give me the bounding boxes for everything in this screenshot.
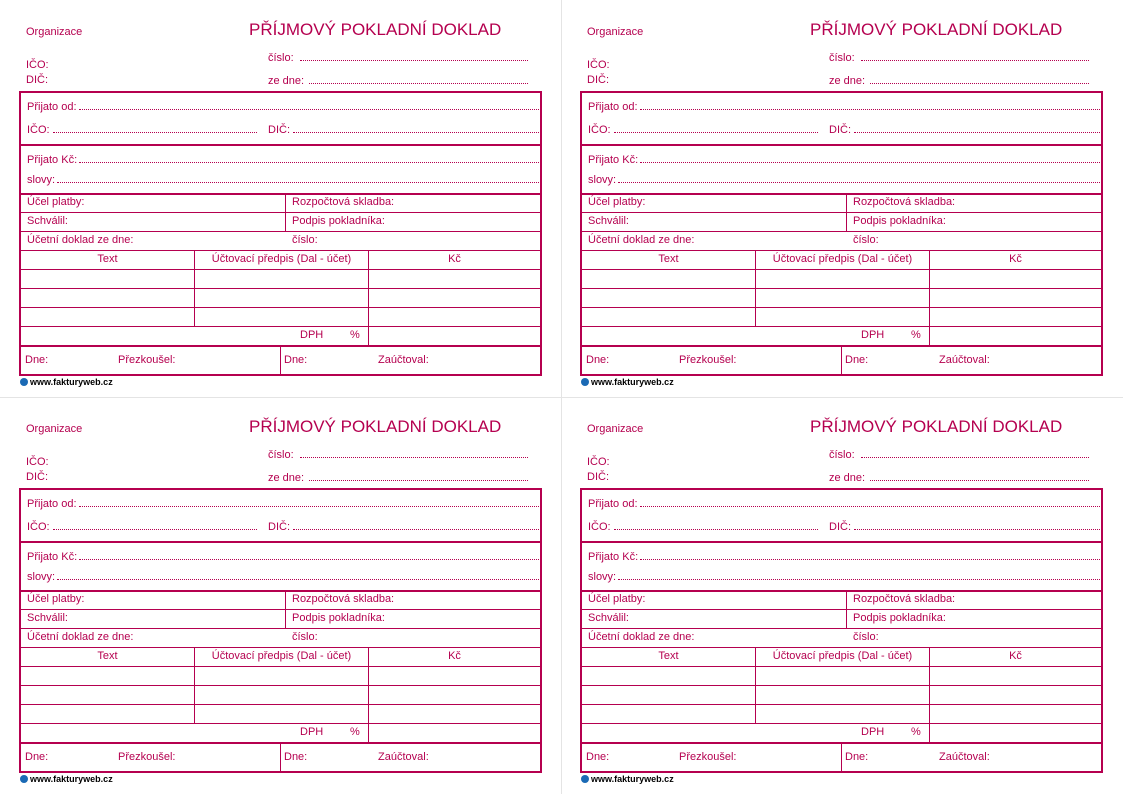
footer-link[interactable] <box>20 377 113 387</box>
organization-label: Organizace <box>587 26 644 38</box>
table-row <box>582 704 1101 705</box>
globe-icon <box>20 378 28 386</box>
amount-in-words-label: slovy: <box>27 571 56 583</box>
amount-in-words-field[interactable] <box>618 181 1100 183</box>
table-row <box>21 723 540 724</box>
column-header-text: Text <box>658 650 679 662</box>
payment-purpose-label: Účel platby: <box>27 196 85 208</box>
posted-by-label: Zaúčtoval: <box>939 751 990 763</box>
column-header-text: Text <box>97 650 118 662</box>
column-header-posting: Účtovací předpis (Dal - účet) <box>772 650 913 662</box>
accounting-document-number-label: číslo: <box>853 234 879 246</box>
budget-structure-label: Rozpočtová skladba: <box>292 196 395 208</box>
table-row <box>582 307 1101 308</box>
table-row <box>21 326 540 327</box>
posted-by-label: Zaúčtoval: <box>939 354 990 366</box>
vat-percent-label: % <box>350 726 360 738</box>
form-title: PŘÍJMOVÝ POKLADNÍ DOKLAD <box>249 20 502 39</box>
cashier-signature-label: Podpis pokladníka: <box>853 612 946 624</box>
payer-ico-label: IČO: <box>588 124 611 136</box>
table-row <box>582 666 1101 667</box>
document-number-label: číslo: <box>829 52 855 64</box>
footer-link-text: www.fakturyweb.cz <box>591 377 674 387</box>
vat-percent-label: % <box>911 726 921 738</box>
posted-by-label: Zaúčtoval: <box>378 354 429 366</box>
column-header-amount: Kč <box>1009 253 1022 265</box>
approved-by-label: Schválil: <box>588 215 629 227</box>
received-from-label: Přijato od: <box>588 498 638 510</box>
posted-date-label: Dne: <box>845 354 869 366</box>
amount-in-words-label: slovy: <box>27 174 56 186</box>
cashier-signature-label: Podpis pokladníka: <box>292 215 385 227</box>
checked-date-label: Dne: <box>586 751 610 763</box>
payer-ico-label: IČO: <box>588 521 611 533</box>
org-ico-label: IČO: <box>26 456 49 468</box>
globe-icon <box>581 775 589 783</box>
document-number-field[interactable] <box>861 59 1089 61</box>
received-amount-field[interactable] <box>640 558 1100 560</box>
received-amount-label: Přijato Kč: <box>588 551 639 563</box>
posted-date-label: Dne: <box>284 354 308 366</box>
table-row <box>21 307 540 308</box>
document-date-field[interactable] <box>309 479 528 481</box>
budget-structure-label: Rozpočtová skladba: <box>853 593 956 605</box>
approved-by-label: Schválil: <box>27 215 68 227</box>
budget-structure-label: Rozpočtová skladba: <box>292 593 395 605</box>
form-title: PŘÍJMOVÝ POKLADNÍ DOKLAD <box>810 417 1063 436</box>
checked-by-label: Přezkoušel: <box>118 751 176 763</box>
document-date-label: ze dne: <box>829 472 866 484</box>
org-ico-label: IČO: <box>587 456 610 468</box>
received-amount-label: Přijato Kč: <box>27 154 78 166</box>
receipt-form <box>0 397 562 794</box>
document-number-label: číslo: <box>268 449 294 461</box>
footer-link-text: www.fakturyweb.cz <box>30 377 113 387</box>
received-from-label: Přijato od: <box>27 101 77 113</box>
checked-date-label: Dne: <box>586 354 610 366</box>
org-ico-label: IČO: <box>587 59 610 71</box>
column-header-amount: Kč <box>448 650 461 662</box>
amount-in-words-label: slovy: <box>588 174 617 186</box>
document-date-field[interactable] <box>870 82 1089 84</box>
document-number-field[interactable] <box>300 456 528 458</box>
received-amount-field[interactable] <box>640 161 1100 163</box>
table-row <box>21 269 540 270</box>
footer-link[interactable] <box>581 774 674 784</box>
document-number-label: číslo: <box>829 449 855 461</box>
footer-link-text: www.fakturyweb.cz <box>30 774 113 784</box>
form-frame <box>580 488 1103 773</box>
payer-dic-label: DIČ: <box>829 521 851 533</box>
footer-link[interactable] <box>20 774 113 784</box>
receipt-form <box>0 0 562 397</box>
organization-label: Organizace <box>587 423 644 435</box>
amount-in-words-label: slovy: <box>588 571 617 583</box>
table-row <box>582 326 1101 327</box>
received-from-field[interactable] <box>79 108 539 110</box>
received-from-label: Přijato od: <box>588 101 638 113</box>
accounting-document-number-label: číslo: <box>292 234 318 246</box>
table-row <box>21 288 540 289</box>
checked-date-label: Dne: <box>25 751 49 763</box>
column-header-amount: Kč <box>448 253 461 265</box>
received-amount-label: Přijato Kč: <box>27 551 78 563</box>
table-row <box>21 704 540 705</box>
checked-by-label: Přezkoušel: <box>118 354 176 366</box>
received-from-field[interactable] <box>640 108 1100 110</box>
checked-date-label: Dne: <box>25 354 49 366</box>
table-row <box>582 269 1101 270</box>
organization-label: Organizace <box>26 423 83 435</box>
document-date-field[interactable] <box>870 479 1089 481</box>
column-header-posting: Účtovací předpis (Dal - účet) <box>772 253 913 265</box>
accounting-document-number-label: číslo: <box>853 631 879 643</box>
vat-label: DPH <box>300 726 324 738</box>
document-date-label: ze dne: <box>268 75 305 87</box>
form-frame <box>580 91 1103 376</box>
table-row <box>582 723 1101 724</box>
table-row <box>582 685 1101 686</box>
received-from-label: Přijato od: <box>27 498 77 510</box>
received-from-field[interactable] <box>640 505 1100 507</box>
cashier-signature-label: Podpis pokladníka: <box>853 215 946 227</box>
approved-by-label: Schválil: <box>27 612 68 624</box>
payer-dic-label: DIČ: <box>829 124 851 136</box>
payer-dic-field[interactable] <box>854 528 1100 530</box>
accounting-document-date-label: Účetní doklad ze dne: <box>27 234 134 246</box>
document-date-label: ze dne: <box>268 472 305 484</box>
footer-link[interactable] <box>581 377 674 387</box>
table-row <box>21 666 540 667</box>
checked-by-label: Přezkoušel: <box>679 354 737 366</box>
payment-purpose-label: Účel platby: <box>27 593 85 605</box>
receipt-form <box>561 397 1123 794</box>
approved-by-label: Schválil: <box>588 612 629 624</box>
table-row <box>21 685 540 686</box>
payer-ico-label: IČO: <box>27 124 50 136</box>
received-amount-label: Přijato Kč: <box>588 154 639 166</box>
document-date-field[interactable] <box>309 82 528 84</box>
document-number-field[interactable] <box>300 59 528 61</box>
vat-label: DPH <box>861 726 885 738</box>
footer-link-text: www.fakturyweb.cz <box>591 774 674 784</box>
accounting-document-number-label: číslo: <box>292 631 318 643</box>
vat-label: DPH <box>300 329 324 341</box>
amount-in-words-field[interactable] <box>57 181 539 183</box>
globe-icon <box>581 378 589 386</box>
vat-percent-label: % <box>911 329 921 341</box>
org-dic-label: DIČ: <box>26 74 48 86</box>
payer-dic-label: DIČ: <box>268 124 290 136</box>
column-header-text: Text <box>658 253 679 265</box>
org-dic-label: DIČ: <box>587 471 609 483</box>
cashier-signature-label: Podpis pokladníka: <box>292 612 385 624</box>
column-header-text: Text <box>97 253 118 265</box>
payer-ico-field[interactable] <box>53 131 257 133</box>
payer-dic-label: DIČ: <box>268 521 290 533</box>
vat-label: DPH <box>861 329 885 341</box>
received-from-field[interactable] <box>79 505 539 507</box>
received-amount-field[interactable] <box>79 161 539 163</box>
payer-ico-field[interactable] <box>614 131 818 133</box>
posted-date-label: Dne: <box>284 751 308 763</box>
document-number-label: číslo: <box>268 52 294 64</box>
payer-dic-field[interactable] <box>854 131 1100 133</box>
org-dic-label: DIČ: <box>26 471 48 483</box>
form-title: PŘÍJMOVÝ POKLADNÍ DOKLAD <box>810 20 1063 39</box>
document-number-field[interactable] <box>861 456 1089 458</box>
receipt-form <box>561 0 1123 397</box>
checked-by-label: Přezkoušel: <box>679 751 737 763</box>
amount-in-words-field[interactable] <box>57 578 539 580</box>
column-header-posting: Účtovací předpis (Dal - účet) <box>211 650 352 662</box>
column-header-posting: Účtovací předpis (Dal - účet) <box>211 253 352 265</box>
form-frame <box>19 91 542 376</box>
payer-dic-field[interactable] <box>293 131 539 133</box>
org-ico-label: IČO: <box>26 59 49 71</box>
accounting-document-date-label: Účetní doklad ze dne: <box>588 234 695 246</box>
payer-ico-label: IČO: <box>27 521 50 533</box>
payment-purpose-label: Účel platby: <box>588 196 646 208</box>
payment-purpose-label: Účel platby: <box>588 593 646 605</box>
payer-dic-field[interactable] <box>293 528 539 530</box>
received-amount-field[interactable] <box>79 558 539 560</box>
accounting-document-date-label: Účetní doklad ze dne: <box>588 631 695 643</box>
column-header-amount: Kč <box>1009 650 1022 662</box>
document-date-label: ze dne: <box>829 75 866 87</box>
table-row <box>582 288 1101 289</box>
accounting-document-date-label: Účetní doklad ze dne: <box>27 631 134 643</box>
organization-label: Organizace <box>26 26 83 38</box>
org-dic-label: DIČ: <box>587 74 609 86</box>
amount-in-words-field[interactable] <box>618 578 1100 580</box>
form-frame <box>19 488 542 773</box>
payer-ico-field[interactable] <box>53 528 257 530</box>
payer-ico-field[interactable] <box>614 528 818 530</box>
posted-date-label: Dne: <box>845 751 869 763</box>
vat-percent-label: % <box>350 329 360 341</box>
globe-icon <box>20 775 28 783</box>
form-title: PŘÍJMOVÝ POKLADNÍ DOKLAD <box>249 417 502 436</box>
posted-by-label: Zaúčtoval: <box>378 751 429 763</box>
budget-structure-label: Rozpočtová skladba: <box>853 196 956 208</box>
